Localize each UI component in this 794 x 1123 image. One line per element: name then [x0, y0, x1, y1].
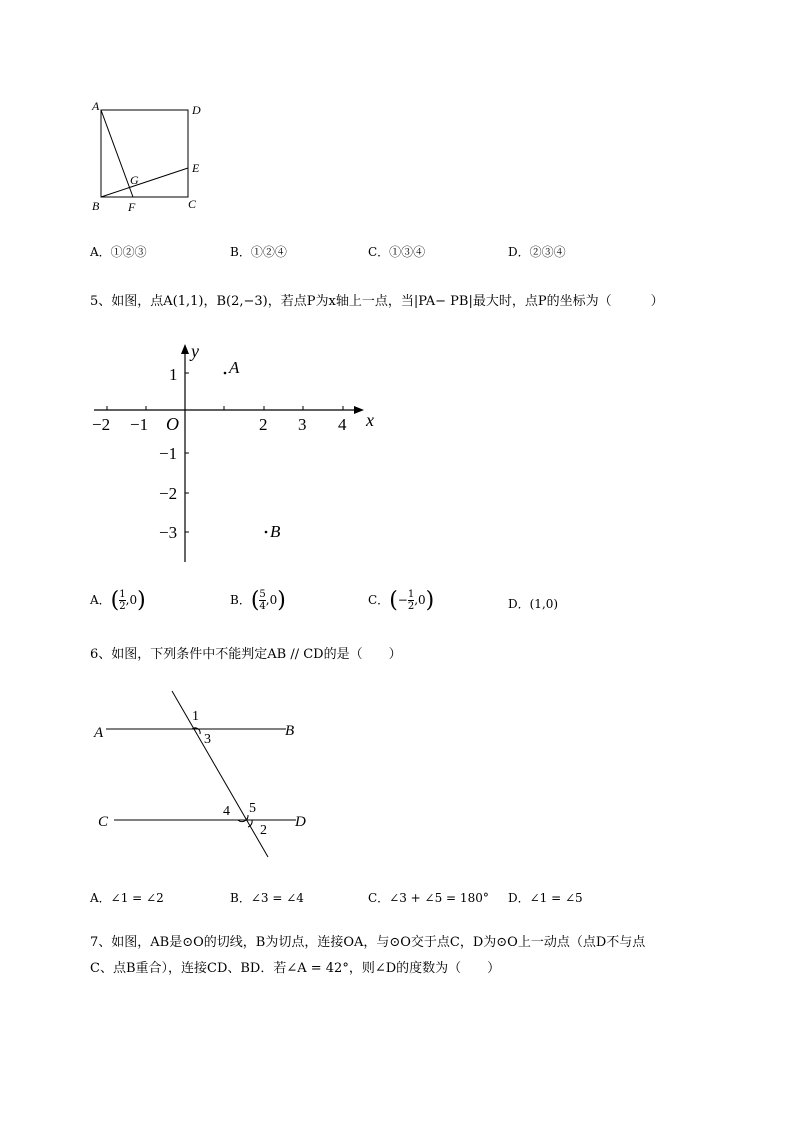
transversal-line	[172, 691, 268, 857]
square-abcd	[101, 110, 188, 197]
x-tick-neg2: −2	[92, 415, 111, 434]
q5-option-b: B．( $\frac{5}{4}$ ,0)	[230, 588, 286, 613]
angle-1-label: 1	[192, 709, 199, 724]
square-figure	[88, 98, 218, 218]
parallel-lines-figure	[88, 685, 328, 865]
q6-question-text: 6、如图，下列条件中不能判定AB // CD的是（ ）	[90, 647, 402, 662]
q7-question-line2: C、点B重合），连接CD、BD．若∠A = 42°，则∠D的度数为（ ）	[90, 961, 501, 976]
angle-5-label: 5	[249, 801, 256, 816]
label-b: B	[92, 199, 100, 213]
label-b: B	[285, 723, 295, 739]
label-f: F	[128, 200, 136, 214]
q4-option-c: C．①③④	[368, 245, 426, 259]
label-c: C	[188, 197, 197, 211]
y-tick-1: 1	[169, 365, 178, 384]
q6-option-c: C．∠3 + ∠5 = 180°	[368, 891, 489, 905]
label-g: G	[130, 173, 139, 187]
label-d: D	[295, 814, 306, 830]
angle-2-label: 2	[260, 823, 267, 838]
label-a: A	[92, 99, 100, 113]
label-e: E	[192, 161, 200, 175]
point-a-label: A	[229, 358, 240, 377]
segment-be	[101, 168, 188, 197]
q5-question-text: 5、如图，点A(1,1)，B(2,−3)，若点P为x轴上一点，当|PA− PB|最大时，点P的坐标为（ ）	[90, 294, 664, 309]
q6-option-b: B．∠3 = ∠4	[230, 891, 304, 905]
y-tick-neg1: −1	[159, 444, 178, 463]
q5-option-a: A．( $\frac{1}{2}$ ,0)	[90, 588, 146, 613]
y-axis-label: y	[191, 341, 199, 361]
x-tick-2: 2	[259, 415, 268, 434]
label-d: D	[192, 103, 201, 117]
y-axis-arrow	[181, 344, 189, 354]
x-tick-4: 4	[338, 415, 347, 434]
label-c: C	[98, 814, 109, 830]
point-b-dot	[265, 531, 268, 534]
y-tick-neg2: −2	[159, 484, 178, 503]
origin-label: O	[166, 414, 179, 434]
x-axis-arrow	[354, 406, 364, 414]
q6-option-a: A．∠1 = ∠2	[90, 891, 164, 905]
q4-option-a: A．①②③	[90, 245, 147, 259]
q5-option-d: D．(1,0)	[508, 597, 559, 611]
point-a-dot	[224, 372, 227, 375]
angle-4-label: 4	[223, 804, 230, 819]
q6-option-d: D．∠1 = ∠5	[508, 891, 583, 905]
q7-question-line1: 7、如图，AB是⊙O的切线，B为切点，连接OA，与⊙O交于点C，D为⊙O上一动点（点D不与点	[90, 935, 646, 950]
x-tick-3: 3	[298, 415, 307, 434]
point-b-label: B	[270, 522, 281, 541]
x-tick-neg1: −1	[130, 415, 149, 434]
coordinate-graph	[88, 340, 378, 565]
label-a: A	[94, 725, 104, 741]
angle-3-label: 3	[204, 732, 211, 747]
q4-option-d: D．②③④	[508, 245, 566, 259]
q5-option-c: C．(− $\frac{1}{2}$ ,0)	[368, 588, 435, 613]
q4-option-b: B．①②④	[230, 245, 287, 259]
x-axis-label: x	[366, 410, 374, 430]
segment-af	[101, 110, 133, 197]
y-tick-neg3: −3	[159, 523, 178, 542]
